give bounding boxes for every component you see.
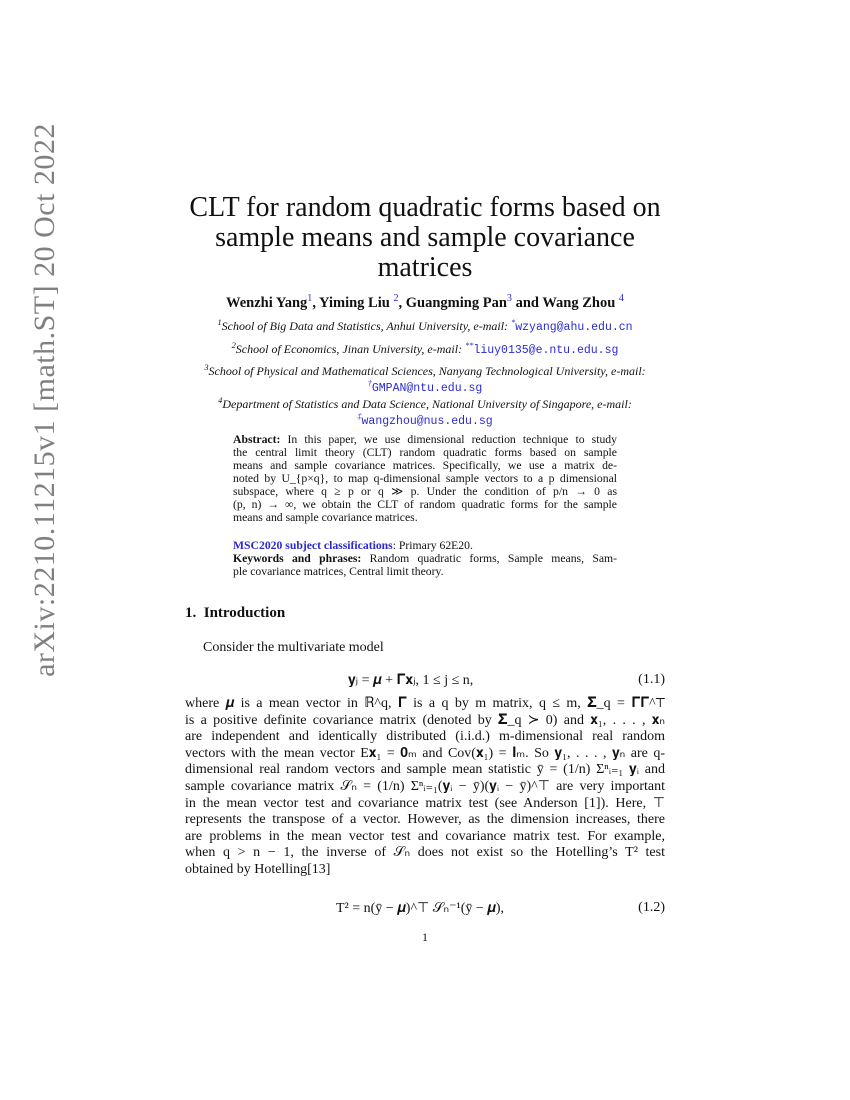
author: Wang Zhou xyxy=(542,294,616,311)
msc-value: : Primary 62E20. xyxy=(392,539,473,552)
abstract-line: (p, n) → ∞, we obtain the CLT of random quadratic forms for the sample xyxy=(233,498,617,511)
title-line: CLT for random quadratic forms based on xyxy=(189,192,661,223)
sep: , xyxy=(398,294,406,311)
body-line: where 𝝁 is a mean vector in ℝ^q, 𝚪 is a q by m matrix, q ≤ m, 𝚺_q = 𝚪𝚪^⊤ xyxy=(185,696,665,711)
abstract-line: means and sample covariance matrices. Specifically, we use a matrix de- xyxy=(233,459,617,472)
aff-mark: † xyxy=(367,379,372,388)
title-line: sample means and sample covariance xyxy=(215,222,635,253)
affiliation-1 xyxy=(0,318,850,334)
page-number: 1 xyxy=(422,930,428,944)
aff-sup: 2 xyxy=(231,341,236,350)
body-line: is a positive definite covariance matrix (denoted by 𝚺_q ≻ 0) and 𝐱₁, . . . , 𝐱ₙ xyxy=(185,712,665,728)
body-line: in the mean vector test and covariance matrix test (see Anderson [1]). Here, ⊤ xyxy=(185,795,665,811)
affiliation-2 xyxy=(0,341,850,357)
email-link[interactable]: wzyang@ahu.edu.cn xyxy=(515,321,633,334)
email-link[interactable]: liuy0135@e.ntu.edu.sg xyxy=(473,344,619,357)
author: Guangming Pan xyxy=(405,294,507,311)
abstract-line: subspace, where q ≥ p or q ≫ p. Under the condition of p/n → 0 as xyxy=(233,485,617,498)
abstract-line: means and sample covariance matrices. xyxy=(233,511,418,524)
affiliation-3 xyxy=(0,363,850,395)
body-line: when q > n − 1, the inverse of 𝒮ₙ does not exist so the Hotelling’s T² test xyxy=(185,845,665,861)
keywords-label: Keywords and phrases: xyxy=(233,552,362,565)
aff-sup: 3 xyxy=(204,363,209,372)
aff-mark: ‡ xyxy=(357,412,362,421)
section-heading xyxy=(185,605,285,622)
keywords-line: ple covariance matrices, Central limit theory. xyxy=(233,565,444,578)
aff-mark: * xyxy=(511,318,516,327)
msc-link[interactable]: MSC2020 subject classifications xyxy=(233,539,393,552)
abstract-line: the central limit theory (CLT) random quadratic forms based on sample xyxy=(233,446,617,459)
body-line: dimensional real random vectors and sample mean statistic ȳ = (1/n) Σⁿᵢ₌₁ 𝐲ᵢ and xyxy=(185,762,665,778)
equation-1-1: 𝐲ⱼ = 𝝁 + 𝚪𝐱ⱼ, 1 ≤ j ≤ n, xyxy=(348,673,474,688)
title-line: matrices xyxy=(377,252,473,283)
author: Yiming Liu xyxy=(319,294,390,311)
aff-sup: 4 xyxy=(218,396,223,405)
body-line: are independent and identically distributed (i.i.d.) m-dimensional real random xyxy=(185,729,665,745)
equation-number: (1.1) xyxy=(638,672,665,687)
abstract-line: noted by U_{p×q}, to map q-dimensional sample vectors to a p dimensional xyxy=(233,472,617,485)
abstract xyxy=(233,433,617,524)
arxiv-identifier: arXiv:2210.11215v1 [math.ST] 20 Oct 2022 xyxy=(28,123,61,677)
author-sup[interactable]: 4 xyxy=(618,293,624,304)
abstract-label: Abstract: xyxy=(233,433,281,446)
body-line: obtained by Hotelling[13] xyxy=(185,861,331,877)
author: Wenzhi Yang xyxy=(226,294,308,311)
author-sup[interactable]: 1 xyxy=(307,293,313,304)
body-line: are problems in the mean vector test and covariance matrix test. For example, xyxy=(185,828,665,844)
email-link[interactable]: GMPAN@ntu.edu.sg xyxy=(371,382,483,395)
body-line: vectors with the mean vector E𝐱₁ = 𝟎ₘ and Cov(𝐱₁) = 𝐈ₘ. So 𝐲₁, . . . , 𝐲ₙ are q- xyxy=(185,745,665,761)
aff-mark: ** xyxy=(465,341,474,350)
aff-text: School of Physical and Mathematical Sciences, Nanyang Technological University, e-mail: xyxy=(208,364,646,378)
sep: and xyxy=(511,294,543,311)
sep: , xyxy=(312,294,320,311)
body-line: sample covariance matrix 𝒮ₙ = (1/n) Σⁿᵢ₌₁(𝐲ᵢ − ȳ)(𝐲ᵢ − ȳ)^⊤ are very important xyxy=(185,778,665,794)
aff-text: Department of Statistics and Data Science, National University of Singapore, e-mail: xyxy=(222,397,632,411)
affiliation-4 xyxy=(0,396,850,428)
equation-1-2: T² = n(ȳ − 𝝁)^⊤ 𝒮ₙ⁻¹(ȳ − 𝝁), xyxy=(336,901,505,916)
equation-number: (1.2) xyxy=(638,900,665,915)
body-line: represents the transpose of a vector. However, as the dimension increases, there xyxy=(185,812,665,828)
keywords-line: Random quadratic forms, Sample means, Sam- xyxy=(361,552,617,565)
author-sup[interactable]: 3 xyxy=(506,293,512,304)
intro-paragraph-start: Consider the multivariate model xyxy=(203,640,384,655)
classification-block xyxy=(233,539,617,578)
authors xyxy=(0,293,850,312)
aff-text: School of Economics, Jinan University, e-mail: xyxy=(235,342,466,356)
author-sup[interactable]: 2 xyxy=(393,293,399,304)
section-title: Introduction xyxy=(203,605,286,621)
abstract-line: In this paper, we use dimensional reduction technique to study xyxy=(280,433,617,446)
section-number: 1. xyxy=(185,605,197,621)
body-paragraph xyxy=(185,696,665,879)
aff-sup: 1 xyxy=(217,318,222,327)
aff-text: School of Big Data and Statistics, Anhui University, e-mail: xyxy=(221,319,512,333)
email-link[interactable]: wangzhou@nus.edu.sg xyxy=(361,415,493,428)
